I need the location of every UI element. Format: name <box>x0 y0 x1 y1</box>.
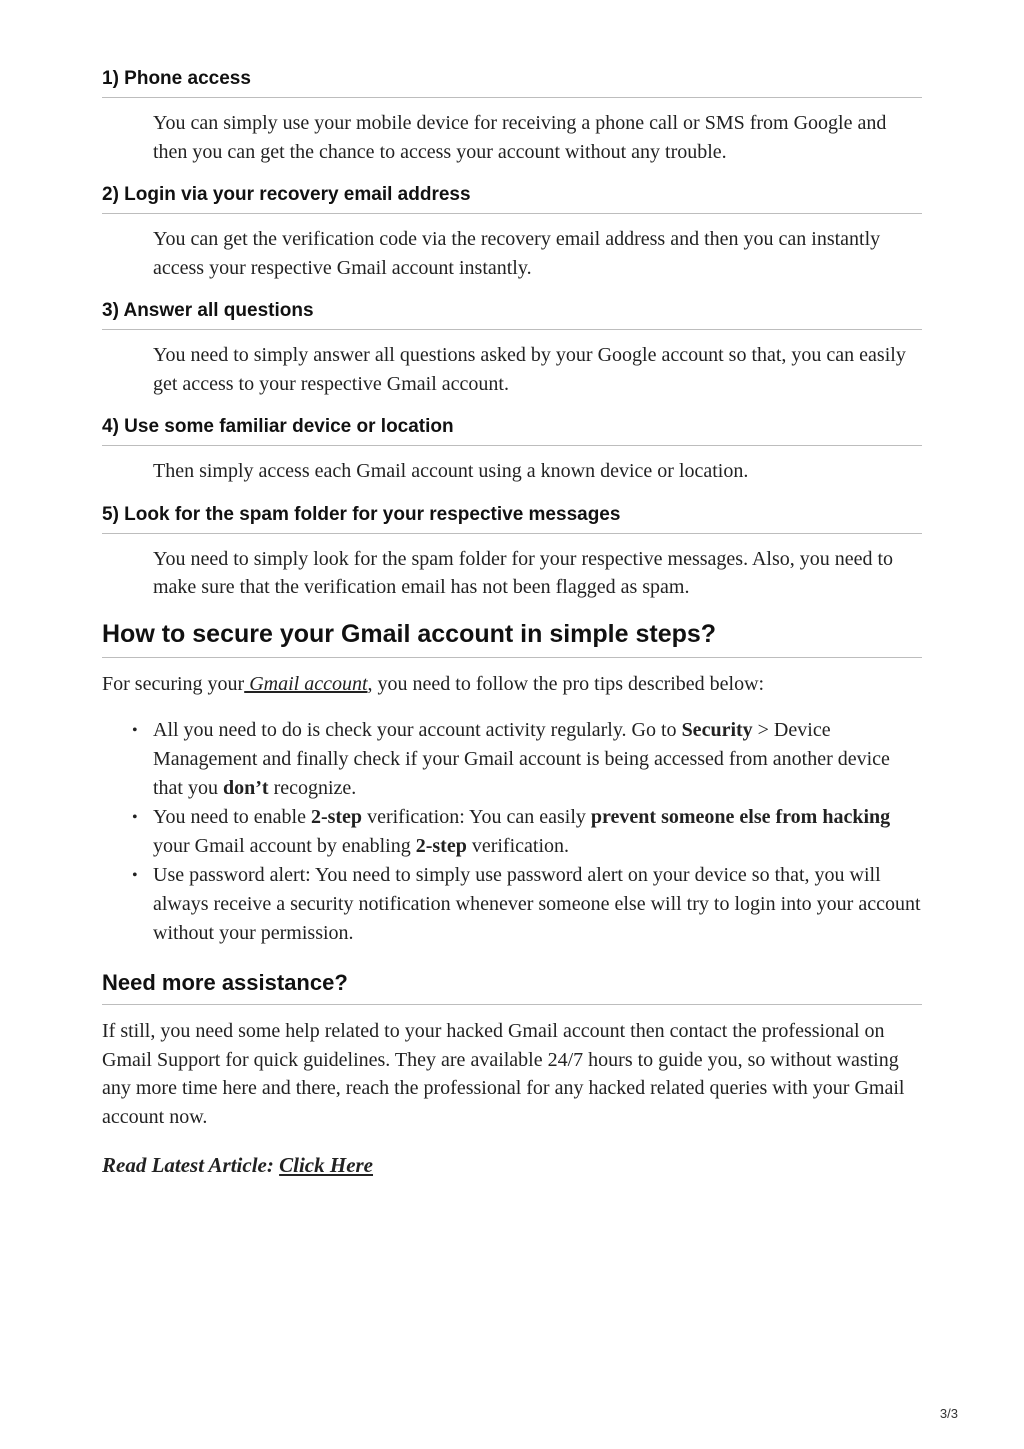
section-answer-questions <box>102 300 922 398</box>
click-here-link[interactable]: Click Here <box>279 1153 374 1177</box>
list-item <box>132 803 922 861</box>
tip-text: You need to enable <box>153 806 311 828</box>
tip-text: Use password alert: You need to simply use password alert on your device so that, you will always receive a security notification whenever someone else will try to login into your account without your permission. <box>153 864 921 944</box>
section-spam-folder <box>102 504 922 602</box>
read-latest-label: Read Latest Article: <box>102 1153 280 1177</box>
bullet-icon: • <box>132 809 138 826</box>
read-latest-article <box>102 1153 922 1178</box>
bullet-icon: • <box>132 867 138 884</box>
tip-text: > Device Management and finally check if your Gmail account is being accessed from another device that you <box>153 719 890 799</box>
tip-bold: 2-step <box>310 806 363 828</box>
tip-text: All you need to do is check your account activity regularly. Go to <box>153 719 682 741</box>
section-text: You need to simply answer all questions asked by your Google account so that, you can easily get access to your respective Gmail account. <box>153 344 906 395</box>
tip-text: verification: You can easily <box>362 806 591 828</box>
section-text: You need to simply look for the spam folder for your respective messages. Also, you need to make sure that the verification email has not been flagged as spam. <box>153 547 894 598</box>
page-number: 3/3 <box>939 1406 958 1421</box>
tip-text: recognize. <box>268 777 357 799</box>
gmail-account-link[interactable]: Gmail account <box>244 672 368 695</box>
section-heading: 4) Use some familiar device or location <box>102 416 922 446</box>
page-content <box>102 68 922 1178</box>
secure-tips-list <box>102 716 922 948</box>
section-heading: 5) Look for the spam folder for your respective messages <box>102 504 922 534</box>
section-heading: 1) Phone access <box>102 68 922 98</box>
tip-bold: prevent someone else from hacking <box>590 806 891 828</box>
intro-text: For securing your <box>102 672 245 695</box>
list-item <box>132 716 922 803</box>
tip-bold: 2-step <box>415 835 467 857</box>
assistance-heading: Need more assistance? <box>102 970 922 1005</box>
list-item <box>132 861 922 948</box>
section-heading: 3) Answer all questions <box>102 300 922 330</box>
tip-bold: Security <box>681 719 753 741</box>
secure-heading: How to secure your Gmail account in simple steps? <box>102 620 922 658</box>
intro-text-after: , you need to follow the pro tips described below: <box>367 672 765 695</box>
section-text: You can get the verification code via the recovery email address and then you can instantly access your respective Gmail account instantly. <box>153 228 881 279</box>
tip-text: verification. <box>466 835 570 857</box>
secure-intro <box>102 670 922 699</box>
section-recovery-email <box>102 184 922 282</box>
assistance-text: If still, you need some help related to your hacked Gmail account then contact the professional on Gmail Support for quick guidelines. They are available 24/7 hours to guide you, so without wasting any more time here and there, reach the professional for any hacked related queries with your Gmail account now. <box>102 1020 905 1128</box>
section-familiar-device <box>102 416 922 486</box>
section-text: Then simply access each Gmail account using a known device or location. <box>153 460 749 482</box>
section-phone-access <box>102 68 922 166</box>
tip-bold: don’t <box>223 777 269 799</box>
section-text: You can simply use your mobile device for receiving a phone call or SMS from Google and then you can get the chance to access your account without any trouble. <box>153 112 887 163</box>
section-heading: 2) Login via your recovery email address <box>102 184 922 214</box>
tip-text: your Gmail account by enabling <box>153 835 416 857</box>
bullet-icon: • <box>132 722 138 739</box>
